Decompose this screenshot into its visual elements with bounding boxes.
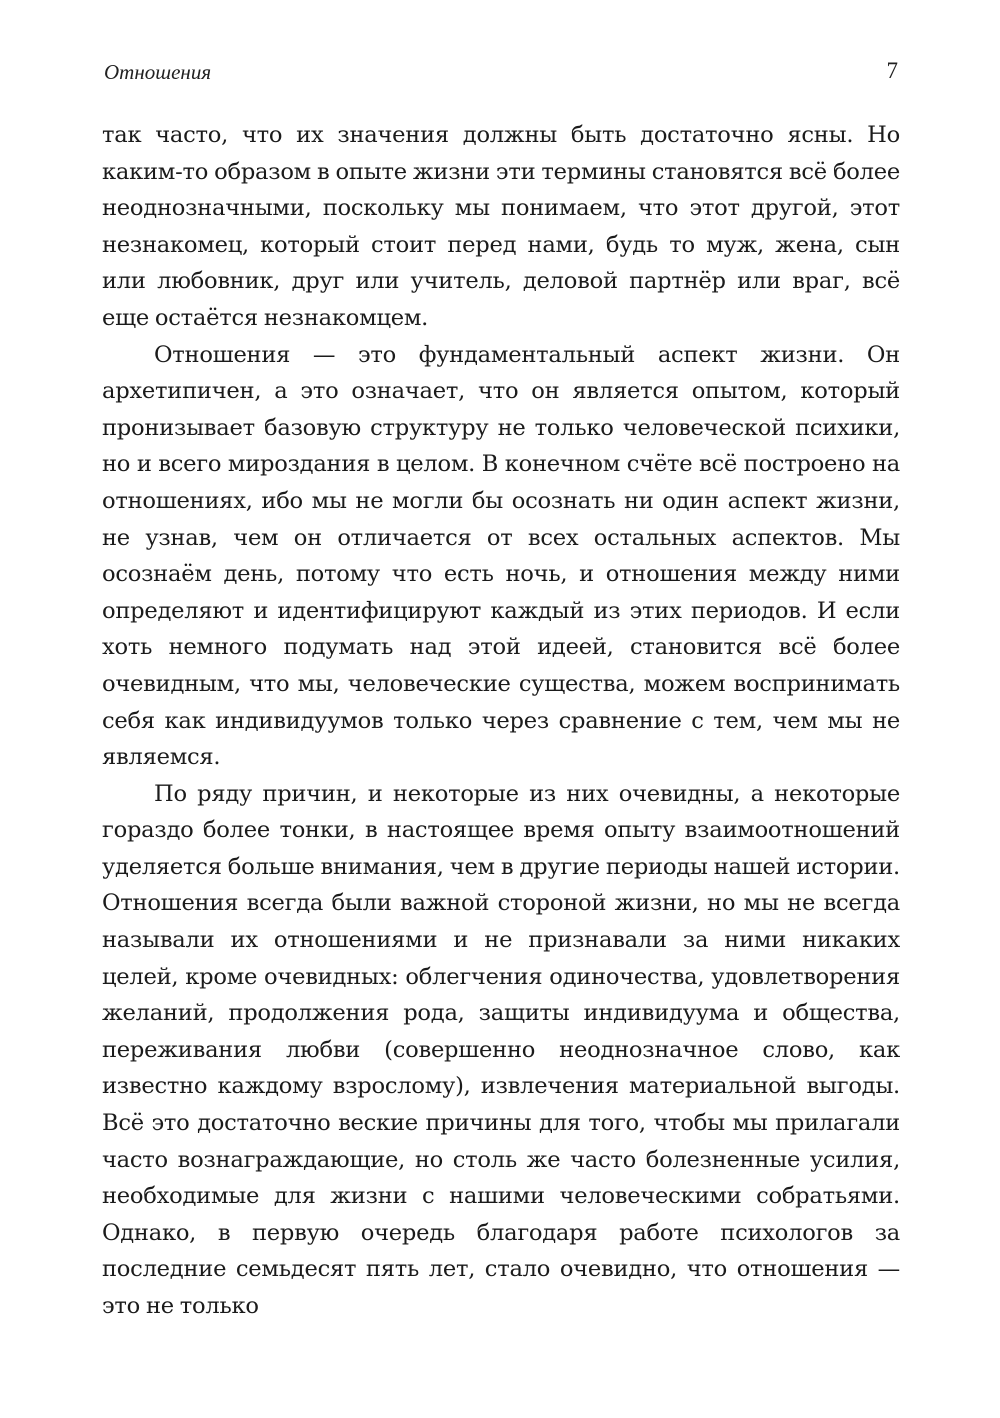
running-head: Отношения [104, 60, 212, 84]
paragraph-reasons: По ряду причин, и некоторые из них очевидны, а некоторые гораздо более тонки, в настоящее время опыту взаимоотношений уделяется больше внимания, чем в другие периоды нашей истории. Отношения всегда были важной стороной жизни, но мы не всегда называли их отношениями и не признавали за ними никаких целей, кроме очевидных: облегчения одиночества, удовлетворения желаний, продолжения рода, защиты индивидуума и общества, переживания любви (совершенно неоднозначное слово, как известно каждому взрослому), извлечения материальной выгоды. Всё это достаточно веские причины для того, чтобы мы прилагали часто вознаграждающие, но столь же часто болезненные усилия, необходимые для жизни с нашими человеческими собратьями. Однако, в первую очередь благодаря работе психологов за последние семьдесят пять лет, стало очевидно, что отношения — это не только [102, 780, 900, 1319]
paragraph-continuation: так часто, что их значения должны быть достаточно ясны. Но каким-то образом в опыте жизни эти термины становятся всё более неоднозначными, поскольку мы понимаем, что этот другой, этот незнакомец, который стоит перед нами, будь то муж, жена, сын или любовник, друг или учитель, деловой партнёр или враг, всё еще остаётся незнакомцем. [102, 122, 900, 331]
page-number: 7 [886, 58, 898, 83]
body-text [102, 117, 900, 1325]
paragraph-relationships-fundamental: Отношения — это фундаментальный аспект жизни. Он архетипичен, а это означает, что он является опытом, который пронизывает базовую структуру не только человеческой психики, но и всего мироздания в целом. В конечном счёте всё построено на отношениях, ибо мы не могли бы осознать ни один аспект жизни, не узнав, чем он отличается от всех остальных аспектов. Мы осознаём день, потому что есть ночь, и отношения между ними определяют и идентифицируют каждый из этих периодов. И если хоть немного подумать над этой идеей, становится всё более очевидным, что мы, человеческие существа, можем воспринимать себя как индивидуумов только через сравнение с тем, чем мы не являемся. [102, 341, 900, 771]
